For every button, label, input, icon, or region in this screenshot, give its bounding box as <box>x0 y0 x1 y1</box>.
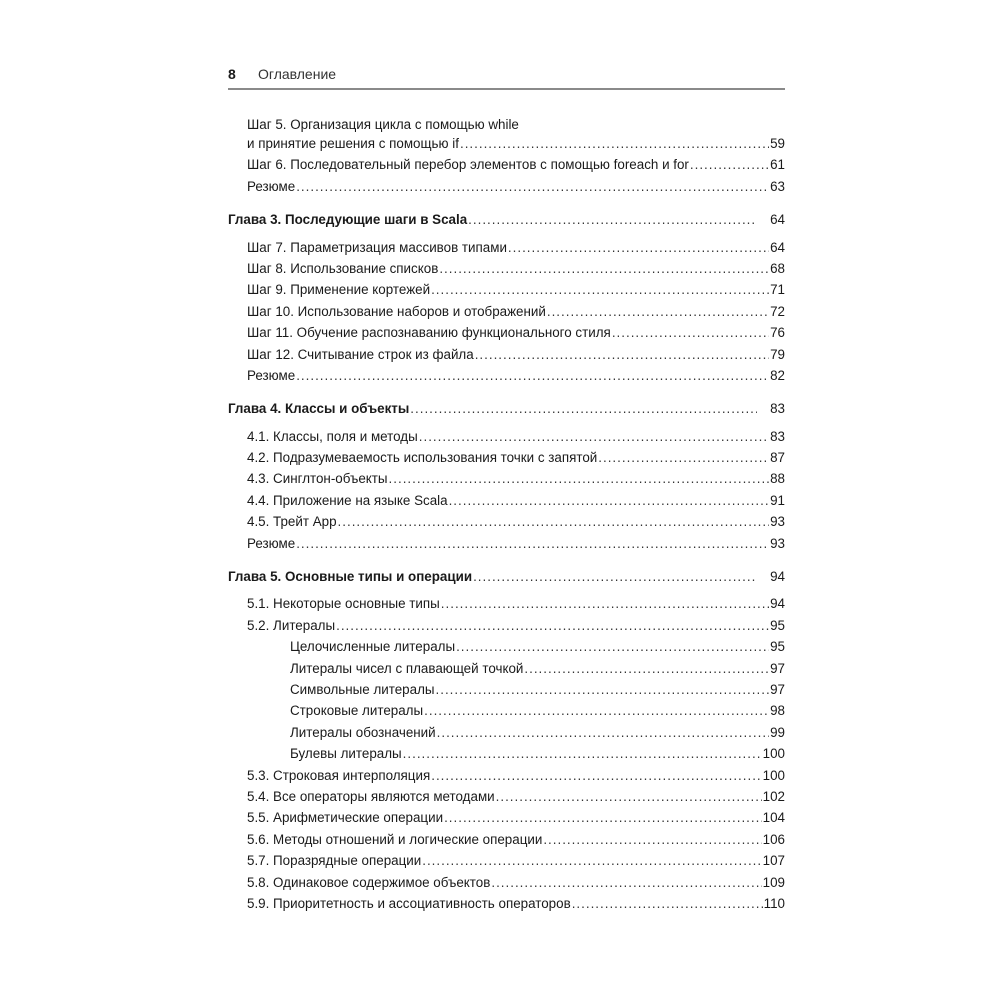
dot-leader <box>572 893 763 914</box>
dot-leader <box>598 447 769 468</box>
dot-leader <box>296 533 769 554</box>
toc-entry-title: Шаг 8. Использование списков <box>247 260 439 276</box>
dot-leader <box>296 176 769 197</box>
page-number: 8 <box>228 66 236 82</box>
toc-entry-title: Символьные литералы <box>290 681 435 697</box>
toc-entry-title: Шаг 6. Последовательный перебор элементов с помощью foreach и for <box>247 157 689 173</box>
dot-leader <box>491 872 761 893</box>
toc-entry[interactable] <box>228 533 785 554</box>
toc-entry-title: Строковые литералы <box>290 703 424 719</box>
toc-page-number: 93 <box>770 514 785 530</box>
toc-entry-title-line <box>228 116 785 133</box>
toc-page-number: 59 <box>770 136 785 151</box>
dot-leader <box>336 615 769 636</box>
dot-leader <box>439 258 769 279</box>
toc-page-number: 61 <box>770 157 785 173</box>
toc-page-number: 104 <box>762 810 785 826</box>
dot-leader <box>437 722 769 743</box>
toc-entry[interactable] <box>228 722 785 743</box>
toc-chapter-entry[interactable] <box>228 209 785 230</box>
toc-entry[interactable] <box>228 176 785 197</box>
toc-page-number: 95 <box>770 639 785 655</box>
toc-entry-title: Шаг 9. Применение кортежей <box>247 282 431 298</box>
toc-page-number: 97 <box>770 660 785 676</box>
toc-entry-title: и принятие решения с помощью if <box>247 136 459 151</box>
dot-leader <box>508 237 769 258</box>
dot-leader <box>296 365 769 386</box>
toc-entry-title: 5.1. Некоторые основные типы <box>247 596 440 612</box>
toc-chapter-entry[interactable] <box>228 566 785 587</box>
toc-entry[interactable] <box>228 511 785 532</box>
toc-page-number: 94 <box>770 596 785 612</box>
dot-leader <box>431 765 761 786</box>
toc-entry[interactable] <box>228 615 785 636</box>
toc-entry[interactable] <box>228 786 785 807</box>
dot-leader <box>690 154 769 175</box>
toc-page-number: 68 <box>770 260 785 276</box>
dot-leader <box>419 426 769 447</box>
toc-entry[interactable] <box>228 593 785 614</box>
toc-page-number: 106 <box>762 831 785 847</box>
dot-leader <box>449 490 770 511</box>
toc-page-number: 100 <box>762 767 785 783</box>
dot-leader <box>389 468 770 489</box>
toc-entry[interactable] <box>228 850 785 871</box>
toc-page-number: 95 <box>770 617 785 633</box>
toc-entry-title: Глава 5. Основные типы и операции <box>228 569 473 585</box>
toc-entry-title: 4.2. Подразумеваемость использования точки с запятой <box>247 450 598 466</box>
toc-page-number: 83 <box>770 401 785 417</box>
dot-leader <box>473 566 757 587</box>
toc-entry[interactable] <box>228 133 785 154</box>
toc-page-number: 71 <box>770 282 785 298</box>
toc-entry[interactable] <box>228 301 785 322</box>
dot-leader <box>475 344 769 365</box>
dot-leader <box>524 658 769 679</box>
toc-entry-title: Резюме <box>247 535 296 551</box>
dot-leader <box>403 743 762 764</box>
toc-entry-title: Резюме <box>247 178 296 194</box>
toc-page-number: 72 <box>770 303 785 319</box>
toc-page-number: 99 <box>770 724 785 740</box>
toc-entry[interactable] <box>228 679 785 700</box>
dot-leader <box>424 700 769 721</box>
toc-entry[interactable] <box>228 807 785 828</box>
toc-entry-title: Шаг 11. Обучение распознаванию функционального стиля <box>247 325 611 341</box>
toc-page-number: 83 <box>770 428 785 444</box>
toc-entry-title: 5.9. Приоритетность и ассоциативность операторов <box>247 895 571 911</box>
toc-entry[interactable] <box>228 658 785 679</box>
toc-entry-title: Шаг 5. Организация цикла с помощью while <box>247 117 519 132</box>
toc-entry[interactable] <box>228 765 785 786</box>
toc-page-number: 98 <box>770 703 785 719</box>
toc-entry-title: 5.8. Одинаковое содержимое объектов <box>247 874 491 890</box>
dot-leader <box>422 850 761 871</box>
toc-entry-title: 5.3. Строковая интерполяция <box>247 767 431 783</box>
toc-entry[interactable] <box>228 344 785 365</box>
toc-entry[interactable] <box>228 447 785 468</box>
dot-leader <box>431 279 769 300</box>
toc-page-number: 97 <box>770 681 785 697</box>
toc-entry-title: 5.4. Все операторы являются методами <box>247 788 495 804</box>
toc-page-number: 93 <box>770 535 785 551</box>
toc-page-number: 110 <box>763 895 785 911</box>
running-title: Оглавление <box>258 66 337 82</box>
toc-entry-title: 4.1. Классы, поля и методы <box>247 428 418 444</box>
toc-entry-title: Шаг 10. Использование наборов и отображений <box>247 303 546 319</box>
toc-entry[interactable] <box>228 426 785 447</box>
toc-entry[interactable] <box>228 490 785 511</box>
toc-page-number: 82 <box>770 367 785 383</box>
toc-chapter-entry[interactable] <box>228 398 785 419</box>
dot-leader <box>547 301 769 322</box>
toc-entry[interactable] <box>228 237 785 258</box>
dot-leader <box>496 786 762 807</box>
toc-entry[interactable] <box>228 154 785 175</box>
toc-entry-title: 5.5. Арифметические операции <box>247 810 444 826</box>
toc-page-number: 100 <box>762 746 785 762</box>
toc-page-number: 107 <box>762 853 785 869</box>
toc-entry[interactable] <box>228 468 785 489</box>
dot-leader <box>460 133 769 154</box>
toc-entry[interactable] <box>228 893 785 914</box>
toc-entry[interactable] <box>228 636 785 657</box>
toc-entry[interactable] <box>228 365 785 386</box>
dot-leader <box>456 636 769 657</box>
toc-entry-title: 4.5. Трейт App <box>247 514 337 530</box>
dot-leader <box>338 511 770 532</box>
toc-entry-title: 4.3. Синглтон-объекты <box>247 471 388 487</box>
toc-page-number: 88 <box>770 471 785 487</box>
toc-entry-title: Резюме <box>247 367 296 383</box>
toc-page-number: 94 <box>770 569 785 585</box>
toc-page-number: 64 <box>770 239 785 255</box>
dot-leader <box>441 593 769 614</box>
toc-entry-title: 4.4. Приложение на языке Scala <box>247 492 448 508</box>
dot-leader <box>543 829 761 850</box>
toc-entry-title: Шаг 7. Параметризация массивов типами <box>247 239 507 255</box>
toc-page-number: 102 <box>762 788 785 804</box>
toc-entry-title: Литералы чисел с плавающей точкой <box>290 660 524 676</box>
toc-entry-title: 5.2. Литералы <box>247 617 336 633</box>
toc-page-number: 76 <box>770 325 785 341</box>
table-of-contents <box>228 116 785 914</box>
toc-page-number: 109 <box>762 874 785 890</box>
toc-entry-title: Глава 4. Классы и объекты <box>228 401 410 417</box>
toc-page-number: 91 <box>770 492 785 508</box>
toc-entry-title: Целочисленные литералы <box>290 639 456 655</box>
dot-leader <box>444 807 762 828</box>
toc-entry[interactable] <box>228 700 785 721</box>
dot-leader <box>436 679 770 700</box>
dot-leader <box>410 398 757 419</box>
toc-page-number: 64 <box>770 212 785 228</box>
toc-entry-title: Шаг 12. Считывание строк из файла <box>247 346 474 362</box>
toc-entry[interactable] <box>228 743 785 764</box>
toc-entry[interactable] <box>228 872 785 893</box>
toc-page-number: 79 <box>770 346 785 362</box>
dot-leader <box>612 322 769 343</box>
page-header <box>228 66 785 90</box>
toc-entry-title: Литералы обозначений <box>290 724 436 740</box>
toc-entry[interactable] <box>228 829 785 850</box>
toc-entry[interactable] <box>228 258 785 279</box>
toc-entry-title: Булевы литералы <box>290 746 402 762</box>
toc-page-number: 63 <box>770 178 785 194</box>
toc-entry-title: 5.7. Поразрядные операции <box>247 853 422 869</box>
toc-entry[interactable] <box>228 322 785 343</box>
toc-page-number: 87 <box>770 450 785 466</box>
dot-leader <box>468 209 757 230</box>
toc-entry-title: 5.6. Методы отношений и логические операции <box>247 831 543 847</box>
toc-entry-title: Глава 3. Последующие шаги в Scala <box>228 212 468 228</box>
toc-entry[interactable] <box>228 279 785 300</box>
